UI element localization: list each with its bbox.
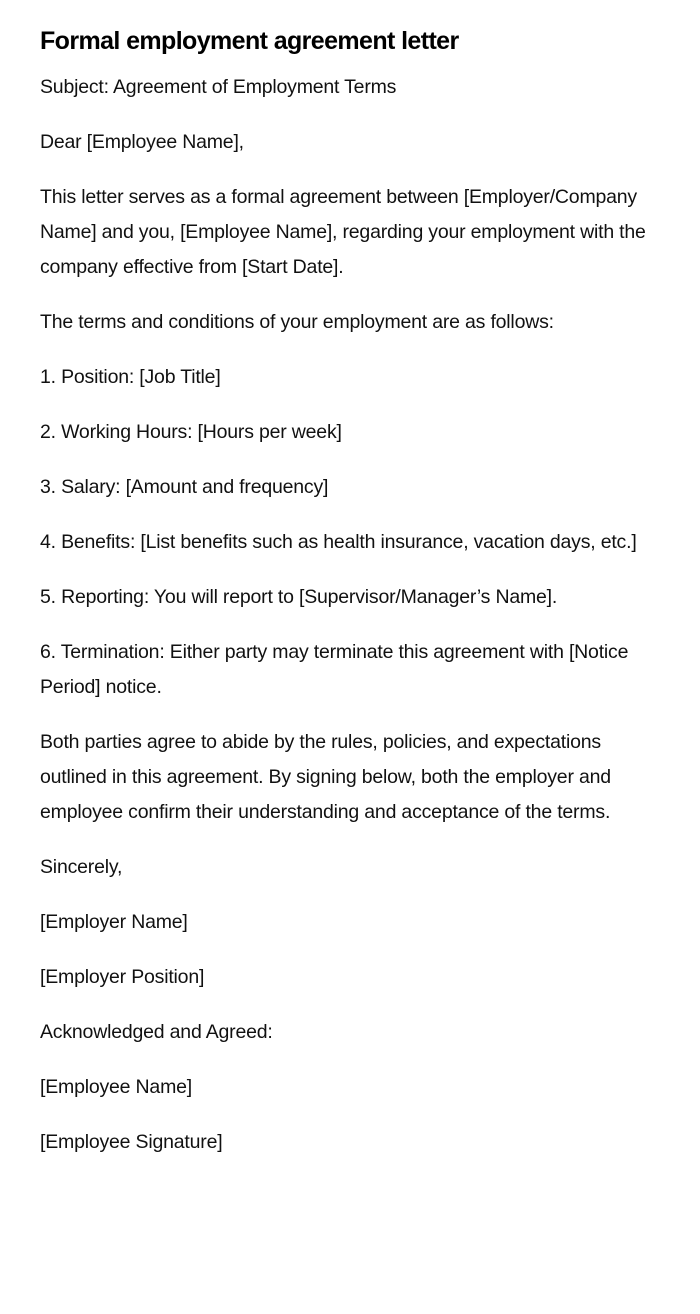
term-benefits: 4. Benefits: [List benefits such as health insurance, vacation days, etc.] xyxy=(40,531,637,553)
term-position: 1. Position: [Job Title] xyxy=(40,366,221,388)
employee-signature: [Employee Signature] xyxy=(40,1131,223,1153)
document-title: Formal employment agreement letter xyxy=(40,27,459,55)
subject-line: Subject: Agreement of Employment Terms xyxy=(40,76,397,98)
sign-off: Sincerely, xyxy=(40,856,123,878)
closing-paragraph: Both parties agree to abide by the rules, policies, and expectations outlined in this agreement. By signing below, both the employer and employee confirm their understanding and acceptance of the terms. xyxy=(40,731,611,823)
term-salary: 3. Salary: [Amount and frequency] xyxy=(40,476,329,498)
intro-paragraph: This letter serves as a formal agreement between [Employer/Company Name] and you, [Employee Name], regarding your employment with the company effective from [Start Date]. xyxy=(40,186,646,278)
term-reporting: 5. Reporting: You will report to [Supervisor/Manager’s Name]. xyxy=(40,586,558,608)
salutation: Dear [Employee Name], xyxy=(40,131,244,153)
employer-name: [Employer Name] xyxy=(40,911,188,933)
term-termination: 6. Termination: Either party may terminate this agreement with [Notice Period] notice. xyxy=(40,641,629,698)
employer-position: [Employer Position] xyxy=(40,966,205,988)
term-working-hours: 2. Working Hours: [Hours per week] xyxy=(40,421,342,443)
acknowledgement-line: Acknowledged and Agreed: xyxy=(40,1021,273,1043)
terms-lead: The terms and conditions of your employment are as follows: xyxy=(40,311,554,333)
employee-name: [Employee Name] xyxy=(40,1076,192,1098)
